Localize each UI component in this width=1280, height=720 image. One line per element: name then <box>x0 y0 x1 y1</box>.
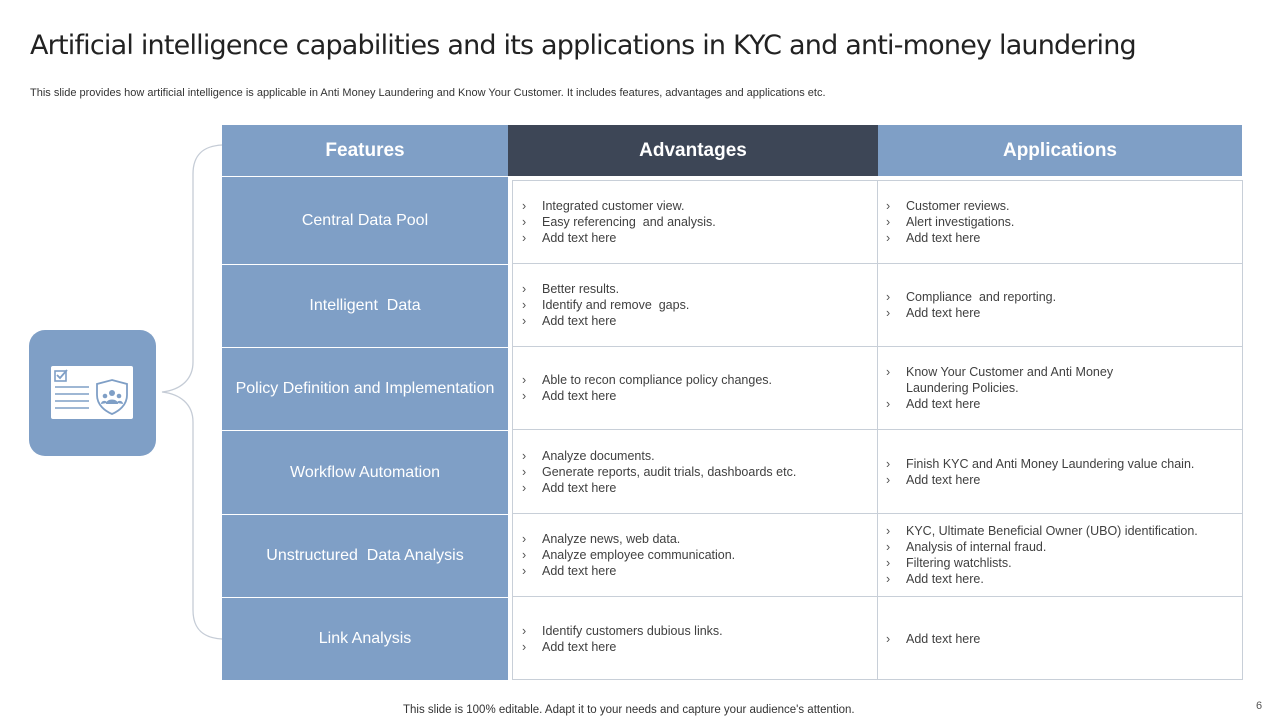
chevron-right-icon: › <box>522 623 527 638</box>
bullet-text: Alert investigations. <box>906 215 1015 229</box>
bullet-item <box>522 388 877 404</box>
bullet-item <box>522 372 877 388</box>
applications-cell <box>878 264 1242 347</box>
bullet-text: Add text here <box>906 231 981 245</box>
bullet-text: Add text here <box>542 480 617 495</box>
bullet-text: Add text here <box>906 631 981 646</box>
header-features: Features <box>222 125 508 176</box>
chevron-right-icon: › <box>886 456 891 471</box>
bullet-item <box>886 396 1242 412</box>
advantages-cell <box>513 597 878 680</box>
bullet-text: Add text here <box>542 639 617 654</box>
bullet-item <box>522 531 877 547</box>
chevron-right-icon: › <box>886 572 891 586</box>
bullet-text: Analyze documents. <box>542 448 655 463</box>
chevron-right-icon: › <box>522 480 527 495</box>
bullet-text: Compliance and reporting. <box>906 290 1057 304</box>
id-card-shield-icon <box>49 363 135 421</box>
bullet-item <box>522 563 877 579</box>
chevron-right-icon: › <box>522 373 527 387</box>
header-advantages: Advantages <box>508 125 878 176</box>
bullet-text: Add text here <box>542 389 617 403</box>
chevron-right-icon: › <box>522 564 527 578</box>
chevron-right-icon: › <box>522 464 527 479</box>
feature-cell: Intelligent Data <box>222 264 508 347</box>
chevron-right-icon: › <box>522 215 527 229</box>
chevron-right-icon: › <box>886 397 891 411</box>
chevron-right-icon: › <box>886 524 891 538</box>
chevron-right-icon: › <box>886 556 891 570</box>
bullet-text: Identify and remove gaps. <box>542 298 690 312</box>
chevron-right-icon: › <box>886 306 891 320</box>
bullet-text: Identify customers dubious links. <box>542 623 723 638</box>
bullet-item <box>886 631 1242 647</box>
header-applications: Applications <box>878 125 1242 176</box>
feature-cell: Workflow Automation <box>222 430 508 514</box>
bullet-item <box>886 230 1242 246</box>
feature-cell: Policy Definition and Implementation <box>222 347 508 430</box>
bullet-item <box>886 523 1242 539</box>
bullet-item <box>522 230 877 246</box>
bullet-item <box>886 289 1242 305</box>
chevron-right-icon: › <box>886 631 891 646</box>
feature-cell: Central Data Pool <box>222 176 508 264</box>
bullet-text: Customer reviews. <box>906 199 1010 213</box>
bullet-text: Add text here <box>542 314 617 328</box>
page-number: 6 <box>1256 700 1263 712</box>
bullet-item <box>522 480 877 496</box>
advantages-cell <box>513 514 878 597</box>
bullet-item <box>522 214 877 230</box>
chevron-right-icon: › <box>886 365 891 379</box>
bullet-item <box>522 623 877 639</box>
bullet-item <box>522 547 877 563</box>
chevron-right-icon: › <box>522 448 527 463</box>
advantages-cell <box>513 264 878 347</box>
bullet-text: Add text here <box>906 397 981 411</box>
bullet-text: Finish KYC and Anti Money Laundering value chain. <box>906 456 1195 471</box>
applications-cell <box>878 597 1242 680</box>
bullet-text: Analyze employee communication. <box>542 548 736 562</box>
chevron-right-icon: › <box>886 290 891 304</box>
chevron-right-icon: › <box>522 389 527 403</box>
slide-subtitle: This slide provides how artificial intelligence is applicable in Anti Money Laundering and Know Your Customer. It includes features, advantages and applications etc. <box>30 87 826 99</box>
chevron-right-icon: › <box>886 231 891 245</box>
advantages-cell <box>513 430 878 514</box>
slide-footer: This slide is 100% editable. Adapt it to your needs and capture your audience's attention. <box>403 704 855 716</box>
bullet-item <box>522 448 877 464</box>
bullet-text: Add text here <box>542 564 617 578</box>
chevron-right-icon: › <box>886 472 891 487</box>
bullet-text: Easy referencing and analysis. <box>542 215 716 229</box>
bullet-text: KYC, Ultimate Beneficial Owner (UBO) identification. <box>906 524 1198 538</box>
applications-cell <box>878 430 1242 514</box>
advantages-cell <box>513 347 878 430</box>
icon-card <box>29 330 156 456</box>
chevron-right-icon: › <box>522 314 527 328</box>
chevron-right-icon: › <box>522 298 527 312</box>
bullet-text: Analysis of internal fraud. <box>906 540 1047 554</box>
bullet-text: Generate reports, audit trials, dashboards etc. <box>542 464 797 479</box>
bullet-item <box>886 198 1242 214</box>
bullet-item <box>886 555 1242 571</box>
advantages-cell <box>513 181 878 264</box>
chevron-right-icon: › <box>522 199 527 213</box>
bullet-item <box>522 464 877 480</box>
chevron-right-icon: › <box>522 639 527 654</box>
applications-cell <box>878 181 1242 264</box>
bullet-item <box>522 297 877 313</box>
bullet-item <box>522 639 877 655</box>
bullet-text: Know Your Customer and Anti Money Laundering Policies. <box>906 365 1114 395</box>
bullet-item <box>522 198 877 214</box>
bullet-item <box>522 313 877 329</box>
bullet-text: Add text here <box>906 306 981 320</box>
chevron-right-icon: › <box>886 540 891 554</box>
chevron-right-icon: › <box>886 215 891 229</box>
bullet-text: Analyze news, web data. <box>542 532 681 546</box>
chevron-right-icon: › <box>522 548 527 562</box>
bullet-item <box>886 364 1242 396</box>
applications-cell <box>878 347 1242 430</box>
bullet-text: Integrated customer view. <box>542 199 685 213</box>
chevron-right-icon: › <box>522 532 527 546</box>
chevron-right-icon: › <box>886 199 891 213</box>
bullet-item <box>886 456 1242 472</box>
bullet-item <box>886 539 1242 555</box>
bullet-text: Add text here <box>906 472 981 487</box>
bracket-connector <box>158 144 228 644</box>
bullet-text: Able to recon compliance policy changes. <box>542 373 772 387</box>
bullet-item <box>886 472 1242 488</box>
applications-cell <box>878 514 1242 597</box>
bullet-text: Better results. <box>542 282 620 296</box>
bullet-text: Add text here. <box>906 572 984 586</box>
bullet-item <box>522 281 877 297</box>
slide-title: Artificial intelligence capabilities and its applications in KYC and anti-money laundering <box>30 30 1136 61</box>
feature-cell: Link Analysis <box>222 597 508 680</box>
bullet-item <box>886 214 1242 230</box>
bullet-item <box>886 571 1242 587</box>
bullet-item <box>886 305 1242 321</box>
chevron-right-icon: › <box>522 282 527 296</box>
feature-cell: Unstructured Data Analysis <box>222 514 508 597</box>
chevron-right-icon: › <box>522 231 527 245</box>
bullet-text: Filtering watchlists. <box>906 556 1012 570</box>
bullet-text: Add text here <box>542 231 617 245</box>
